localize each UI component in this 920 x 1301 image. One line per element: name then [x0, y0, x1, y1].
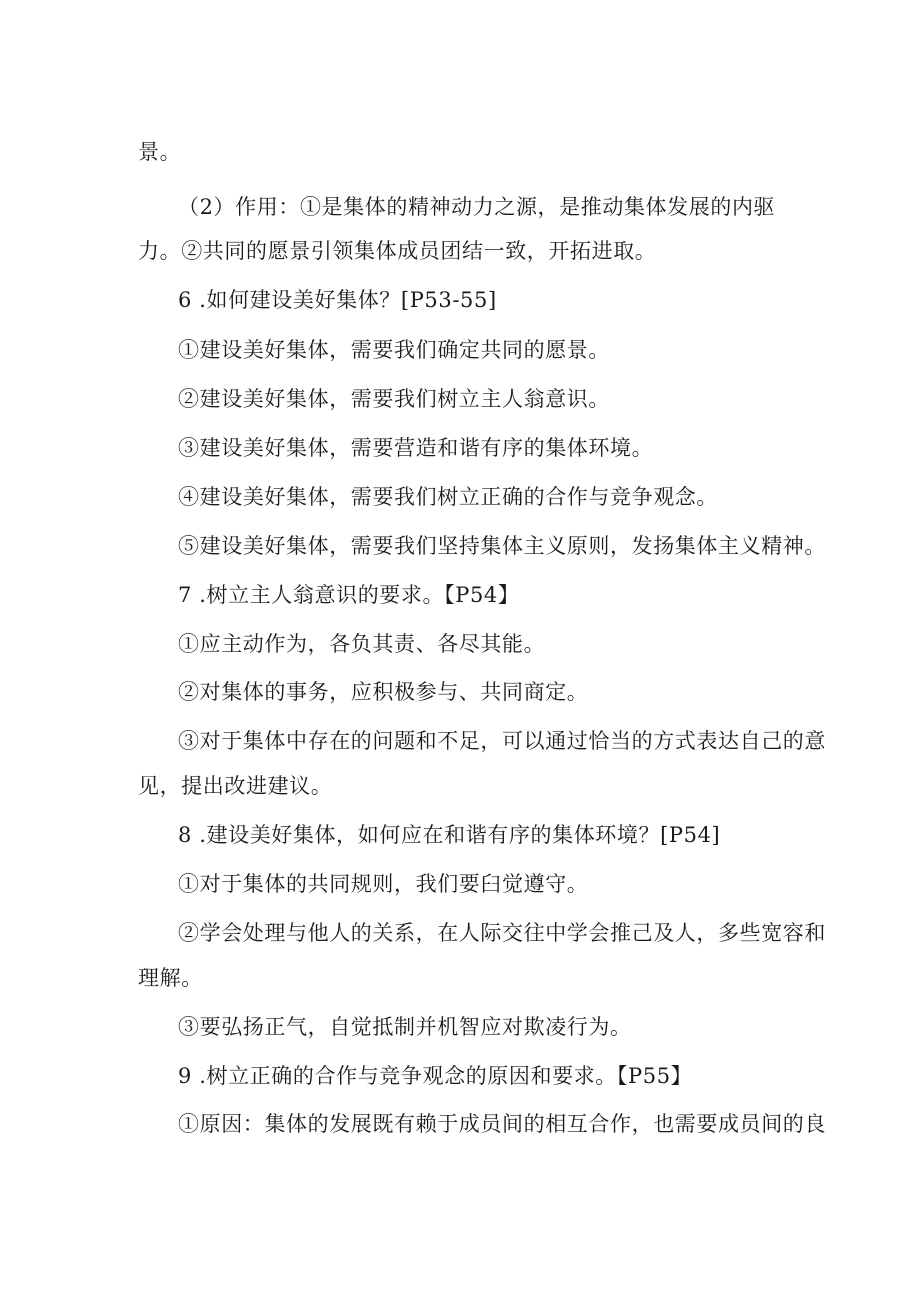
text-line: ①原因：集体的发展既有赖于成员间的相互合作，也需要成员间的良 [178, 1112, 826, 1136]
text-line: ①建设美好集体，需要我们确定共同的愿景。 [178, 338, 610, 362]
text-line: ①对于集体的共同规则，我们要臼觉遵守。 [178, 872, 589, 896]
text-line: 景。 [138, 140, 182, 164]
text-line: ⑤建设美好集体，需要我们坚持集体主义原则，发扬集体主义精神。 [178, 534, 826, 558]
text-line: 理解。 [138, 966, 203, 990]
section-heading: 9 .树立正确的合作与竞争观念的原因和要求。【P55】 [178, 1064, 693, 1088]
text-line: ②学会处理与他人的关系，在人际交往中学会推己及人，多些宽容和 [178, 921, 826, 945]
text-line: ②建设美好集体，需要我们树立主人翁意识。 [178, 387, 610, 411]
text-line: ②对集体的事务，应积极参与、共同商定。 [178, 680, 589, 704]
text-line: ③建设美好集体，需要营造和谐有序的集体环境。 [178, 436, 654, 460]
text-line: 力。②共同的愿景引领集体成员团结一致，开拓进取。 [138, 239, 657, 263]
section-heading: 8 .建设美好集体，如何应在和谐有序的集体环境？[P54] [178, 823, 721, 847]
text-line: 见，提出改进建议。 [138, 774, 333, 798]
section-heading: 6 .如何建设美好集体？[P53-55] [178, 288, 497, 312]
section-heading: 7 .树立主人翁意识的要求。【P54】 [178, 583, 520, 607]
text-line: ①应主动作为，各负其责、各尽其能。 [178, 632, 546, 656]
text-line: ③要弘扬正气，自觉抵制并机智应对欺凌行为。 [178, 1015, 632, 1039]
text-line: ④建设美好集体，需要我们树立正确的合作与竞争观念。 [178, 485, 718, 509]
text-line: （2）作用：①是集体的精神动力之源，是推动集体发展的内驱 [178, 195, 776, 219]
text-line: ③对于集体中存在的问题和不足，可以通过恰当的方式表达自己的意 [178, 729, 826, 753]
